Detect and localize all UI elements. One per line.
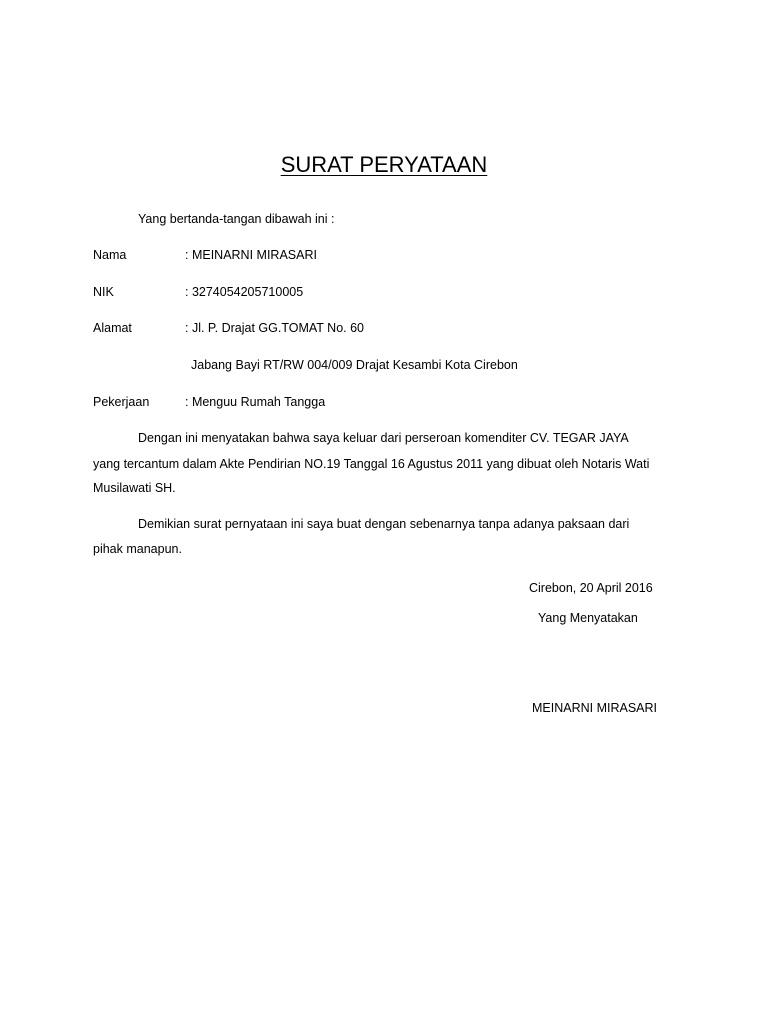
letter-title: SURAT PERYATAAN — [280, 152, 488, 177]
alamat-value-line1: : Jl. P. Drajat GG.TOMAT No. 60 — [185, 321, 364, 335]
intro-text: Yang bertanda-tangan dibawah ini : — [138, 212, 335, 226]
paragraph1-line1: Dengan ini menyatakan bahwa saya keluar dari perseroan komenditer CV. TEGAR JAYA — [138, 431, 629, 445]
nama-value: : MEINARNI MIRASARI — [185, 248, 317, 262]
paragraph2-line2: pihak manapun. — [93, 542, 182, 556]
paragraph1-line3: Musilawati SH. — [93, 481, 176, 495]
signature-name: MEINARNI MIRASARI — [532, 701, 658, 715]
pekerjaan-label: Pekerjaan — [93, 395, 150, 409]
signature-statement: Yang Menyatakan — [538, 611, 638, 625]
signature-place-date: Cirebon, 20 April 2016 — [529, 581, 653, 595]
pekerjaan-value: : Menguu Rumah Tangga — [185, 395, 326, 409]
paragraph2-line1: Demikian surat pernyataan ini saya buat dengan sebenarnya tanpa adanya paksaan dari — [138, 517, 630, 531]
alamat-label: Alamat — [93, 321, 132, 335]
alamat-value-line2: Jabang Bayi RT/RW 004/009 Drajat Kesambi Kota Cirebon — [191, 358, 518, 372]
paragraph1-line2: yang tercantum dalam Akte Pendirian NO.19 Tanggal 16 Agustus 2011 yang dibuat oleh Notaris Wati — [93, 457, 650, 471]
nik-value: : 3274054205710005 — [185, 285, 304, 299]
nik-label: NIK — [93, 285, 114, 299]
nama-label: Nama — [93, 248, 127, 262]
